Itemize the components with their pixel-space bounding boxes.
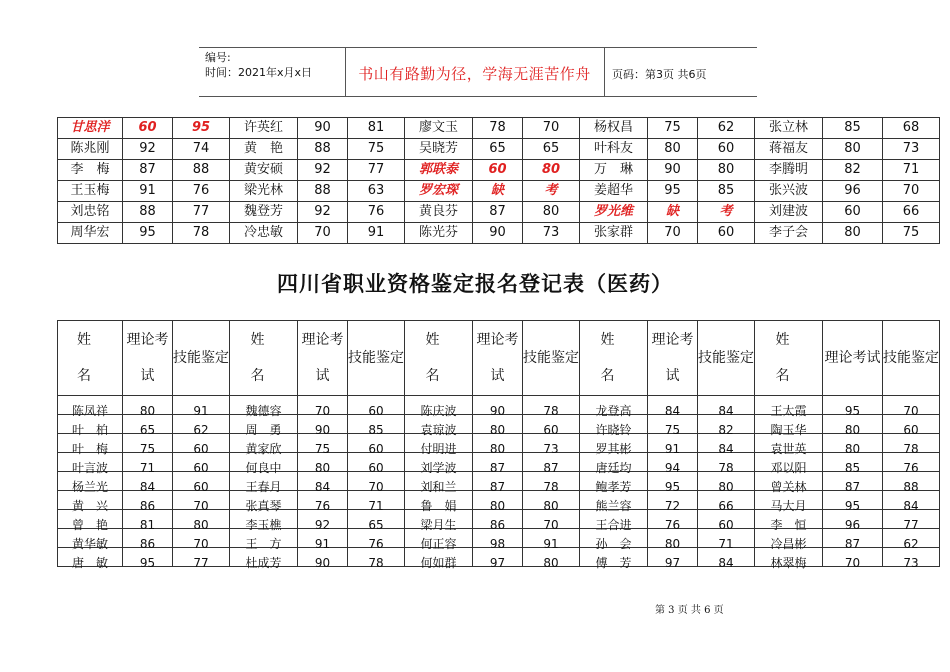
- table-cell: 75: [648, 118, 698, 139]
- table-cell: 60: [123, 118, 173, 139]
- cell-text: 78: [368, 556, 384, 570]
- table-cell: 95: [648, 181, 698, 202]
- cell-text: 65: [368, 518, 384, 532]
- cell-text: 周 勇: [245, 423, 282, 437]
- cell-text: 孙 会: [595, 537, 632, 551]
- table-cell: 魏登芳: [230, 202, 298, 223]
- cell-text: 78: [903, 442, 919, 456]
- table-cell: [473, 396, 523, 418]
- table-cell: 90: [648, 160, 698, 181]
- table-cell: 黄安硕: [230, 160, 298, 181]
- table-cell: 65: [523, 139, 580, 160]
- footer-page-number: 第 3 页 共 6 页: [655, 605, 724, 616]
- cell-text: 何良中: [245, 461, 282, 475]
- time-label: 时间：2021年x月x日: [205, 66, 313, 79]
- header-name: 姓 名: [580, 321, 648, 396]
- table-row: [58, 223, 940, 244]
- table-cell: [698, 396, 755, 418]
- table-cell: 73: [523, 223, 580, 244]
- table-cell: 郭联泰: [405, 160, 473, 181]
- cell-text: 65: [139, 423, 156, 437]
- table-cell: 许英红: [230, 118, 298, 139]
- table-cell: [173, 396, 230, 418]
- cell-text: 60: [193, 442, 209, 456]
- table-cell: 62: [698, 118, 755, 139]
- table-row: [58, 139, 940, 160]
- table-cell: 73: [883, 139, 940, 160]
- table-cell: 77: [348, 160, 405, 181]
- table-cell: 80: [523, 202, 580, 223]
- table-cell: 80: [523, 160, 580, 181]
- cell-text: 李 恒: [770, 518, 807, 532]
- table-cell: 88: [173, 160, 230, 181]
- table-cell: 万 琳: [580, 160, 648, 181]
- table-cell: 78: [173, 223, 230, 244]
- table-cell: 70: [523, 118, 580, 139]
- cell-text: 80: [489, 442, 506, 456]
- table-cell: 95: [173, 118, 230, 139]
- table-cell: [405, 396, 473, 418]
- table-cell: 88: [123, 202, 173, 223]
- table-cell: [123, 396, 173, 418]
- cell-text: 张真琴: [245, 499, 282, 513]
- header-rule-bottom: [199, 96, 757, 97]
- table-cell: [523, 396, 580, 418]
- table-cell: 张立林: [755, 118, 823, 139]
- cell-text: 85: [368, 423, 384, 437]
- cell-text: 84: [903, 499, 919, 513]
- cell-text: 84: [664, 404, 681, 418]
- table-cell: [648, 396, 698, 418]
- cell-text: 许晓铃: [595, 423, 632, 437]
- registration-table: [57, 320, 940, 570]
- cell-text: 唐 敏: [71, 556, 108, 570]
- cell-text: 88: [903, 480, 919, 494]
- table-cell: [348, 396, 405, 418]
- cell-text: 62: [193, 423, 209, 437]
- cell-text: 91: [543, 537, 559, 551]
- table-cell: 63: [348, 181, 405, 202]
- table-cell: 78: [473, 118, 523, 139]
- cell-text: 86: [139, 537, 156, 551]
- cell-text: 邓以阳: [770, 461, 807, 475]
- table-cell: 88: [298, 139, 348, 160]
- table-cell: 陈兆刚: [58, 139, 123, 160]
- cell-text: 袁琼波: [420, 423, 457, 437]
- table-cell: 60: [698, 139, 755, 160]
- cell-text: 王 方: [245, 537, 282, 551]
- table-cell: 95: [123, 223, 173, 244]
- cell-text: 87: [489, 461, 506, 475]
- table-cell: 60: [698, 223, 755, 244]
- cell-text: 70: [368, 480, 384, 494]
- cell-text: 91: [664, 442, 681, 456]
- table-cell: 76: [348, 202, 405, 223]
- table-cell: 91: [123, 181, 173, 202]
- cell-text: 86: [489, 518, 506, 532]
- cell-text: 罗其彬: [595, 442, 632, 456]
- cell-text: 98: [489, 537, 506, 551]
- table-cell: 冷忠敏: [230, 223, 298, 244]
- header-skill-assessment: 技能鉴定: [883, 321, 940, 396]
- table-cell: 87: [123, 160, 173, 181]
- table-cell: 叶科友: [580, 139, 648, 160]
- table-cell: 60: [823, 202, 883, 223]
- cell-text: 马大月: [770, 499, 807, 513]
- table-cell: [580, 396, 648, 418]
- cell-text: 60: [368, 442, 384, 456]
- cell-text: 73: [903, 556, 919, 570]
- table-cell: 75: [348, 139, 405, 160]
- cell-text: 70: [844, 556, 861, 570]
- header-divider: [604, 47, 605, 96]
- table-cell: 80: [823, 223, 883, 244]
- cell-text: 曾 艳: [71, 518, 108, 532]
- cell-text: 62: [903, 537, 919, 551]
- top-clipped-table: [57, 117, 939, 240]
- cell-text: 76: [368, 537, 384, 551]
- table-cell: 梁光林: [230, 181, 298, 202]
- cell-text: 78: [543, 404, 559, 418]
- cell-text: 何如群: [420, 556, 457, 570]
- cell-text: 陈庆波: [420, 404, 457, 418]
- table-cell: 陈光芬: [405, 223, 473, 244]
- cell-text: 60: [718, 518, 734, 532]
- cell-text: 87: [489, 480, 506, 494]
- table-cell: [230, 396, 298, 418]
- cell-text: 王合进: [595, 518, 632, 532]
- header-name: 姓 名: [405, 321, 473, 396]
- header-theory-exam: 理论考试: [473, 321, 523, 396]
- header-skill-assessment: 技能鉴定: [698, 321, 755, 396]
- table-cell: 70: [648, 223, 698, 244]
- cell-text: 黄家欣: [245, 442, 282, 456]
- table-row: [58, 118, 940, 139]
- cell-text: 95: [844, 499, 861, 513]
- cell-text: 87: [543, 461, 559, 475]
- cell-text: 60: [368, 404, 384, 418]
- cell-text: 60: [368, 461, 384, 475]
- cell-text: 76: [314, 499, 331, 513]
- cell-text: 60: [543, 423, 559, 437]
- cell-text: 刘学波: [420, 461, 457, 475]
- table-row: [58, 181, 940, 202]
- cell-text: 90: [314, 556, 331, 570]
- cell-text: 80: [543, 556, 559, 570]
- table-cell: 黄良芬: [405, 202, 473, 223]
- header-rule-top: [199, 47, 757, 48]
- cell-text: 黄华敏: [71, 537, 108, 551]
- header-page-code: 页码：第3页 共6页: [612, 68, 707, 81]
- cell-text: 傅 芳: [595, 556, 632, 570]
- cell-text: 80: [844, 423, 861, 437]
- table-cell: 李 梅: [58, 160, 123, 181]
- cell-text: 王春月: [245, 480, 282, 494]
- table-cell: 姜超华: [580, 181, 648, 202]
- cell-text: 97: [489, 556, 506, 570]
- table-cell: 考: [698, 202, 755, 223]
- header-meta: [205, 50, 312, 80]
- header-theory-exam: 理论考试: [823, 321, 883, 396]
- cell-text: 袁世英: [770, 442, 807, 456]
- top-table: [57, 117, 940, 244]
- table-cell: 黄 艳: [230, 139, 298, 160]
- cell-text: 70: [314, 404, 331, 418]
- table-cell: 王玉梅: [58, 181, 123, 202]
- cell-text: 91: [314, 537, 331, 551]
- table-cell: 80: [648, 139, 698, 160]
- cell-text: 80: [844, 442, 861, 456]
- table-cell: [755, 396, 823, 418]
- cell-text: 熊兰容: [595, 499, 632, 513]
- cell-text: 80: [314, 461, 331, 475]
- registration-table-wrapper: [57, 320, 939, 568]
- cell-text: 86: [139, 499, 156, 513]
- cell-text: 冷昌彬: [770, 537, 807, 551]
- cell-text: 76: [664, 518, 681, 532]
- cell-text: 龙登高: [595, 404, 632, 418]
- header-name: 姓 名: [755, 321, 823, 396]
- table-cell: 罗宏琛: [405, 181, 473, 202]
- table-cell: 甘思洋: [58, 118, 123, 139]
- table-cell: 张兴波: [755, 181, 823, 202]
- table-cell: 75: [883, 223, 940, 244]
- cell-text: 84: [314, 480, 331, 494]
- table-cell: [58, 396, 123, 418]
- table-cell: 70: [298, 223, 348, 244]
- header-skill-assessment: 技能鉴定: [523, 321, 580, 396]
- cell-text: 陶玉华: [770, 423, 807, 437]
- table-cell: 85: [823, 118, 883, 139]
- cell-text: 80: [489, 499, 506, 513]
- table-cell: 缺: [473, 181, 523, 202]
- cell-text: 魏德容: [245, 404, 282, 418]
- cell-text: 黄 兴: [71, 499, 108, 513]
- cell-text: 81: [139, 518, 156, 532]
- cell-text: 71: [139, 461, 156, 475]
- cell-text: 叶 柏: [71, 423, 108, 437]
- table-cell: 80: [823, 139, 883, 160]
- header-theory-exam: 理论考试: [123, 321, 173, 396]
- table-cell: 82: [823, 160, 883, 181]
- table-cell: 71: [883, 160, 940, 181]
- cell-text: 77: [903, 518, 919, 532]
- table-row: [58, 202, 940, 223]
- cell-text: 60: [903, 423, 919, 437]
- cell-text: 60: [193, 480, 209, 494]
- table-cell: 88: [298, 181, 348, 202]
- table-cell: 85: [698, 181, 755, 202]
- cell-text: 78: [543, 480, 559, 494]
- cell-text: 95: [664, 480, 681, 494]
- cell-text: 77: [193, 556, 209, 570]
- cell-text: 王太霞: [770, 404, 807, 418]
- table-cell: 66: [883, 202, 940, 223]
- table-row: [58, 396, 940, 415]
- cell-text: 71: [718, 537, 734, 551]
- cell-text: 80: [139, 404, 156, 418]
- code-label: 编号:: [205, 51, 231, 64]
- page-title: 四川省职业资格鉴定报名登记表（医药）: [277, 271, 673, 296]
- cell-text: 87: [844, 537, 861, 551]
- cell-text: 李玉樵: [245, 518, 282, 532]
- cell-text: 73: [543, 442, 559, 456]
- header-theory-exam: 理论考试: [298, 321, 348, 396]
- cell-text: 90: [489, 404, 506, 418]
- cell-text: 71: [368, 499, 384, 513]
- cell-text: 70: [193, 499, 209, 513]
- table-cell: 68: [883, 118, 940, 139]
- table-cell: 吴晓芳: [405, 139, 473, 160]
- table-cell: [298, 396, 348, 418]
- cell-text: 80: [664, 537, 681, 551]
- header-slogan: 书山有路勤为径，学海无涯苦作舟: [358, 65, 591, 83]
- table-cell: 李腾明: [755, 160, 823, 181]
- cell-text: 80: [543, 499, 559, 513]
- cell-text: 72: [664, 499, 681, 513]
- cell-text: 85: [844, 461, 861, 475]
- table-cell: 92: [123, 139, 173, 160]
- table-cell: 70: [883, 181, 940, 202]
- cell-text: 90: [314, 423, 331, 437]
- cell-text: 91: [193, 404, 209, 418]
- cell-text: 84: [718, 442, 734, 456]
- cell-text: 付明进: [420, 442, 457, 456]
- table-cell: 91: [348, 223, 405, 244]
- cell-text: 75: [139, 442, 156, 456]
- table-row: [58, 160, 940, 181]
- table-cell: 刘忠铭: [58, 202, 123, 223]
- cell-text: 唐廷均: [595, 461, 632, 475]
- table-cell: 刘建波: [755, 202, 823, 223]
- table-cell: 廖文玉: [405, 118, 473, 139]
- table-cell: 65: [473, 139, 523, 160]
- cell-text: 何正容: [420, 537, 457, 551]
- table-cell: 周华宏: [58, 223, 123, 244]
- cell-text: 95: [844, 404, 861, 418]
- cell-text: 76: [903, 461, 919, 475]
- cell-text: 林翠梅: [770, 556, 807, 570]
- table-cell: 81: [348, 118, 405, 139]
- header-name: 姓 名: [58, 321, 123, 396]
- cell-text: 82: [718, 423, 734, 437]
- table-cell: 77: [173, 202, 230, 223]
- cell-text: 97: [664, 556, 681, 570]
- table-cell: 92: [298, 202, 348, 223]
- table-cell: 80: [698, 160, 755, 181]
- cell-text: 75: [664, 423, 681, 437]
- cell-text: 梁月生: [420, 518, 457, 532]
- cell-text: 杜成芳: [245, 556, 282, 570]
- cell-text: 80: [718, 480, 734, 494]
- header-skill-assessment: 技能鉴定: [348, 321, 405, 396]
- cell-text: 96: [844, 518, 861, 532]
- cell-text: 95: [139, 556, 156, 570]
- cell-text: 92: [314, 518, 331, 532]
- cell-text: 叶言波: [71, 461, 108, 475]
- header-skill-assessment: 技能鉴定: [173, 321, 230, 396]
- cell-text: 曾关林: [770, 480, 807, 494]
- cell-text: 陈凤祥: [71, 404, 108, 418]
- table-cell: 90: [298, 118, 348, 139]
- cell-text: 70: [543, 518, 559, 532]
- cell-text: 刘和兰: [420, 480, 457, 494]
- table-cell: 92: [298, 160, 348, 181]
- cell-text: 杨兰光: [71, 480, 108, 494]
- table-cell: 缺: [648, 202, 698, 223]
- table-cell: 74: [173, 139, 230, 160]
- cell-text: 70: [903, 404, 919, 418]
- cell-text: 84: [139, 480, 156, 494]
- cell-text: 66: [718, 499, 734, 513]
- table-cell: 60: [473, 160, 523, 181]
- cell-text: 80: [193, 518, 209, 532]
- table-cell: 考: [523, 181, 580, 202]
- cell-text: 鲁 娟: [420, 499, 457, 513]
- header-theory-exam: 理论考试: [648, 321, 698, 396]
- header-name: 姓 名: [230, 321, 298, 396]
- table-cell: 90: [473, 223, 523, 244]
- table-cell: 76: [173, 181, 230, 202]
- cell-text: 75: [314, 442, 331, 456]
- cell-text: 鲍孝芳: [595, 480, 632, 494]
- cell-text: 60: [193, 461, 209, 475]
- table-cell: 张家群: [580, 223, 648, 244]
- table-cell: 李子会: [755, 223, 823, 244]
- table-cell: [883, 396, 940, 418]
- cell-text: 叶 梅: [71, 442, 108, 456]
- cell-text: 87: [844, 480, 861, 494]
- cell-text: 84: [718, 404, 734, 418]
- table-cell: [823, 396, 883, 418]
- cell-text: 70: [193, 537, 209, 551]
- cell-text: 78: [718, 461, 734, 475]
- cell-text: 84: [718, 556, 734, 570]
- cell-text: 94: [664, 461, 681, 475]
- table-cell: 蒋福友: [755, 139, 823, 160]
- table-cell: 96: [823, 181, 883, 202]
- table-cell: 罗光维: [580, 202, 648, 223]
- table-cell: 87: [473, 202, 523, 223]
- table-cell: 杨权昌: [580, 118, 648, 139]
- cell-text: 80: [489, 423, 506, 437]
